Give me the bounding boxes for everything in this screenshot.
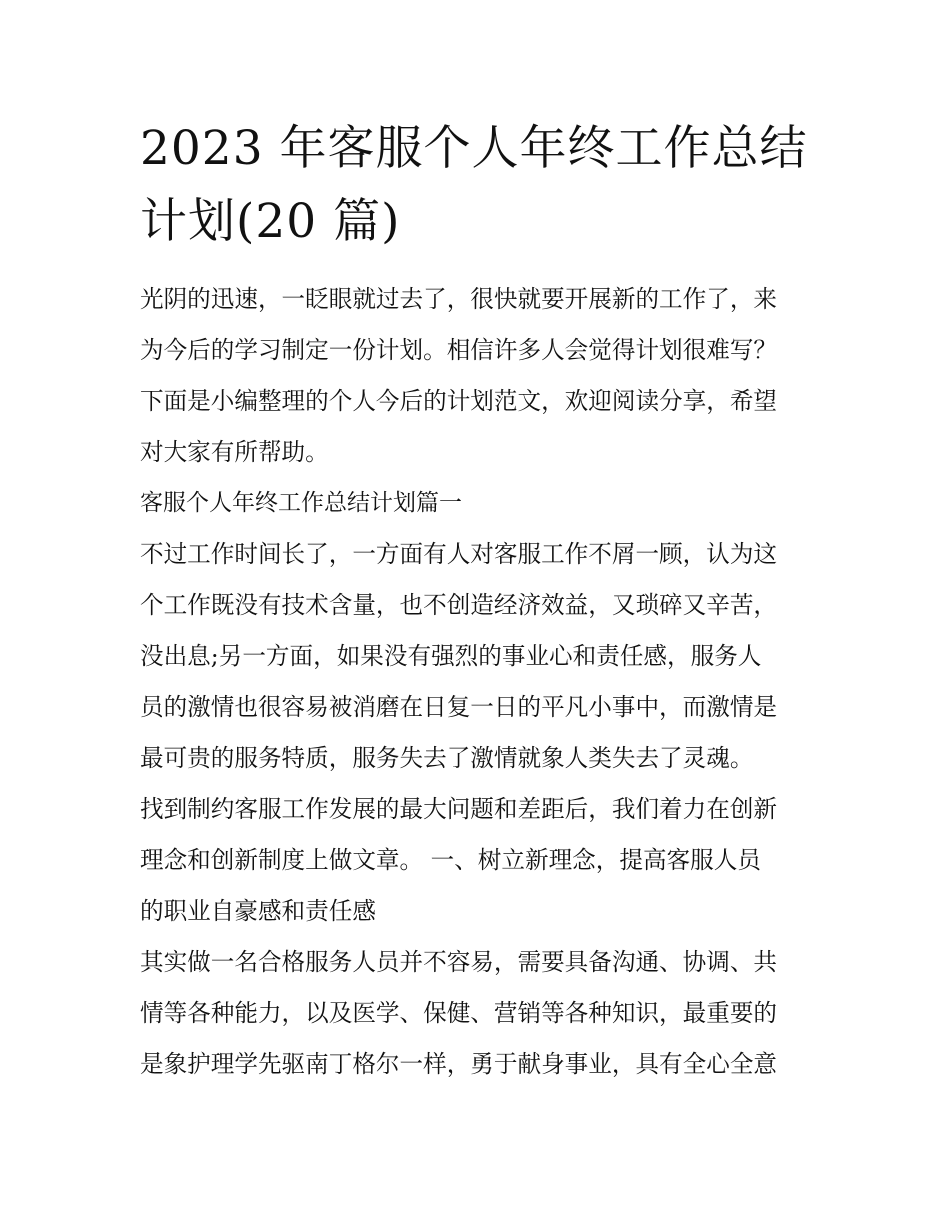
text-line: 对大家有所帮助。: [140, 438, 329, 466]
title-line: 2023 年客服个人年终工作总结: [140, 121, 808, 176]
body-paragraph: [140, 784, 820, 937]
text-line: 其实做一名合格服务人员并不容易，需要具备沟通、协调、共: [140, 948, 778, 976]
text-line: 为今后的学习制定一份计划。相信许多人会觉得计划很难写？: [140, 336, 778, 364]
text-line: 最可贵的服务特质，服务失去了激情就象人类失去了灵魂。: [140, 744, 754, 772]
text-line: 个工作既没有技术含量，也不创造经济效益，又琐碎又辛苦，: [140, 591, 778, 619]
text-line: 光阴的迅速，一眨眼就过去了，很快就要开展新的工作了，来: [140, 285, 778, 313]
title-line: 计划(20 篇): [140, 194, 401, 249]
body-paragraph: [140, 529, 820, 784]
document-body: [140, 274, 820, 1090]
text-line: 情等各种能力，以及医学、保健、营销等各种知识，最重要的: [140, 999, 778, 1027]
text-line: 下面是小编整理的个人今后的计划范文，欢迎阅读分享，希望: [140, 387, 778, 415]
text-line: 是象护理学先驱南丁格尔一样，勇于献身事业，具有全心全意: [140, 1050, 778, 1078]
text-line: 的职业自豪感和责任感: [140, 897, 376, 925]
intro-paragraph: [140, 274, 820, 478]
body-paragraph: [140, 937, 820, 1090]
text-line: 没出息;另一方面，如果没有强烈的事业心和责任感，服务人: [140, 642, 762, 670]
text-line: 找到制约客服工作发展的最大问题和差距后，我们着力在创新: [140, 795, 778, 823]
text-line: 理念和创新制度上做文章。 一、树立新理念，提高客服人员: [140, 846, 761, 874]
document-title: [140, 112, 820, 258]
text-line: 员的激情也很容易被消磨在日复一日的平凡小事中，而激情是: [140, 693, 778, 721]
text-line: 客服个人年终工作总结计划篇一: [140, 490, 462, 516]
text-line: 不过工作时间长了，一方面有人对客服工作不屑一顾，认为这: [140, 540, 778, 568]
section-heading: [140, 478, 820, 529]
document-content: [140, 112, 820, 1090]
